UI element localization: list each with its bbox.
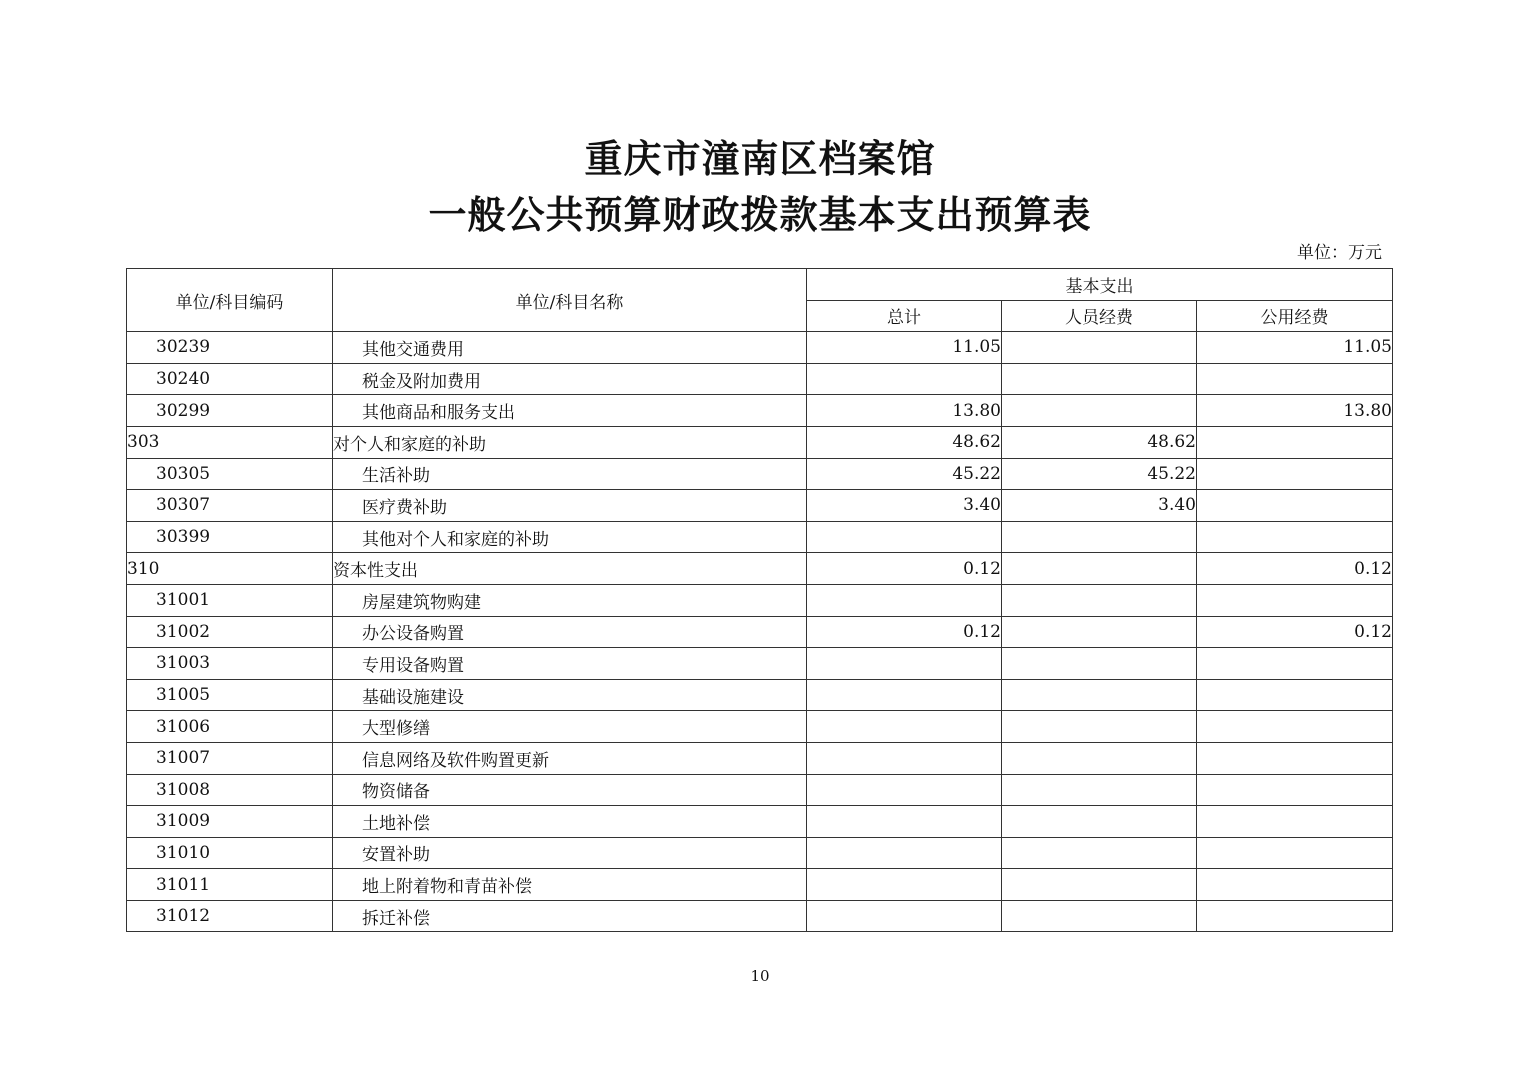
- row-public: [1197, 806, 1393, 838]
- row-name: 其他对个人和家庭的补助: [333, 521, 807, 553]
- row-name: 资本性支出: [333, 553, 807, 585]
- row-total: 45.22: [807, 458, 1002, 490]
- table-row: [127, 742, 1393, 774]
- row-public: [1197, 711, 1393, 743]
- row-personnel: [1002, 742, 1197, 774]
- row-public: 0.12: [1197, 553, 1393, 585]
- row-personnel: [1002, 711, 1197, 743]
- row-personnel: [1002, 521, 1197, 553]
- table-row: [127, 426, 1393, 458]
- row-name: 对个人和家庭的补助: [333, 426, 807, 458]
- row-code: 31001: [127, 584, 333, 616]
- row-personnel: [1002, 616, 1197, 648]
- row-code: 31009: [127, 806, 333, 838]
- table-row: [127, 395, 1393, 427]
- table-row: [127, 363, 1393, 395]
- table-row: [127, 616, 1393, 648]
- row-personnel: [1002, 806, 1197, 838]
- row-total: 13.80: [807, 395, 1002, 427]
- row-code: 30299: [127, 395, 333, 427]
- row-personnel: [1002, 900, 1197, 932]
- table-row: [127, 869, 1393, 901]
- row-public: [1197, 742, 1393, 774]
- row-public: [1197, 490, 1393, 522]
- row-code: 30239: [127, 332, 333, 364]
- row-name: 医疗费补助: [333, 490, 807, 522]
- row-name: 基础设施建设: [333, 679, 807, 711]
- row-code: 31010: [127, 837, 333, 869]
- page-number: 10: [750, 967, 770, 985]
- row-code: 303: [127, 426, 333, 458]
- row-personnel: [1002, 679, 1197, 711]
- budget-table: [126, 268, 1393, 932]
- row-public: 0.12: [1197, 616, 1393, 648]
- row-public: [1197, 521, 1393, 553]
- row-public: [1197, 363, 1393, 395]
- row-code: 30307: [127, 490, 333, 522]
- row-name: 税金及附加费用: [333, 363, 807, 395]
- row-personnel: [1002, 648, 1197, 680]
- table-row: [127, 584, 1393, 616]
- table-row: [127, 332, 1393, 364]
- header-basic-expenditure: 基本支出: [807, 269, 1393, 301]
- row-total: [807, 521, 1002, 553]
- table-row: [127, 837, 1393, 869]
- row-name: 其他商品和服务支出: [333, 395, 807, 427]
- row-total: 48.62: [807, 426, 1002, 458]
- row-personnel: [1002, 363, 1197, 395]
- table-row: [127, 458, 1393, 490]
- header-personnel: 人员经费: [1002, 300, 1197, 332]
- row-name: 专用设备购置: [333, 648, 807, 680]
- table-row: [127, 648, 1393, 680]
- row-name: 地上附着物和青苗补偿: [333, 869, 807, 901]
- row-public: 11.05: [1197, 332, 1393, 364]
- row-personnel: [1002, 332, 1197, 364]
- row-total: [807, 742, 1002, 774]
- row-public: [1197, 774, 1393, 806]
- table-row: [127, 806, 1393, 838]
- row-total: [807, 900, 1002, 932]
- row-code: 31002: [127, 616, 333, 648]
- row-total: [807, 648, 1002, 680]
- row-public: 13.80: [1197, 395, 1393, 427]
- page-subtitle: 一般公共预算财政拨款基本支出预算表: [428, 192, 1092, 237]
- row-personnel: [1002, 553, 1197, 585]
- row-name: 信息网络及软件购置更新: [333, 742, 807, 774]
- row-code: 30305: [127, 458, 333, 490]
- row-total: 11.05: [807, 332, 1002, 364]
- row-total: [807, 363, 1002, 395]
- row-code: 31006: [127, 711, 333, 743]
- row-total: [807, 711, 1002, 743]
- row-public: [1197, 900, 1393, 932]
- row-public: [1197, 426, 1393, 458]
- row-name: 土地补偿: [333, 806, 807, 838]
- row-code: 30399: [127, 521, 333, 553]
- row-code: 31008: [127, 774, 333, 806]
- table-body: [127, 332, 1393, 932]
- page-title: 重庆市潼南区档案馆: [584, 136, 936, 181]
- row-public: [1197, 584, 1393, 616]
- row-code: 31011: [127, 869, 333, 901]
- row-total: [807, 806, 1002, 838]
- row-total: [807, 584, 1002, 616]
- table-row: [127, 521, 1393, 553]
- row-name: 办公设备购置: [333, 616, 807, 648]
- table-row: [127, 711, 1393, 743]
- row-code: 31007: [127, 742, 333, 774]
- row-name: 大型修缮: [333, 711, 807, 743]
- table-row: [127, 490, 1393, 522]
- header-total: 总计: [807, 300, 1002, 332]
- unit-label: 单位：万元: [1297, 243, 1382, 263]
- row-personnel: [1002, 395, 1197, 427]
- row-code: 310: [127, 553, 333, 585]
- header-name: 单位/科目名称: [333, 269, 807, 332]
- row-personnel: 3.40: [1002, 490, 1197, 522]
- row-name: 拆迁补偿: [333, 900, 807, 932]
- row-name: 物资储备: [333, 774, 807, 806]
- header-code: 单位/科目编码: [127, 269, 333, 332]
- row-total: 3.40: [807, 490, 1002, 522]
- row-personnel: 48.62: [1002, 426, 1197, 458]
- row-personnel: 45.22: [1002, 458, 1197, 490]
- header-public: 公用经费: [1197, 300, 1393, 332]
- row-personnel: [1002, 774, 1197, 806]
- row-personnel: [1002, 584, 1197, 616]
- row-public: [1197, 869, 1393, 901]
- row-public: [1197, 679, 1393, 711]
- row-total: [807, 679, 1002, 711]
- row-public: [1197, 458, 1393, 490]
- row-total: 0.12: [807, 616, 1002, 648]
- row-total: [807, 774, 1002, 806]
- row-code: 31005: [127, 679, 333, 711]
- row-personnel: [1002, 837, 1197, 869]
- row-total: [807, 837, 1002, 869]
- row-code: 31003: [127, 648, 333, 680]
- table-row: [127, 774, 1393, 806]
- row-name: 其他交通费用: [333, 332, 807, 364]
- row-total: 0.12: [807, 553, 1002, 585]
- table-row: [127, 900, 1393, 932]
- row-name: 房屋建筑物购建: [333, 584, 807, 616]
- row-code: 30240: [127, 363, 333, 395]
- row-name: 安置补助: [333, 837, 807, 869]
- row-code: 31012: [127, 900, 333, 932]
- table-row: [127, 553, 1393, 585]
- table-row: [127, 679, 1393, 711]
- row-total: [807, 869, 1002, 901]
- row-name: 生活补助: [333, 458, 807, 490]
- row-personnel: [1002, 869, 1197, 901]
- row-public: [1197, 648, 1393, 680]
- row-public: [1197, 837, 1393, 869]
